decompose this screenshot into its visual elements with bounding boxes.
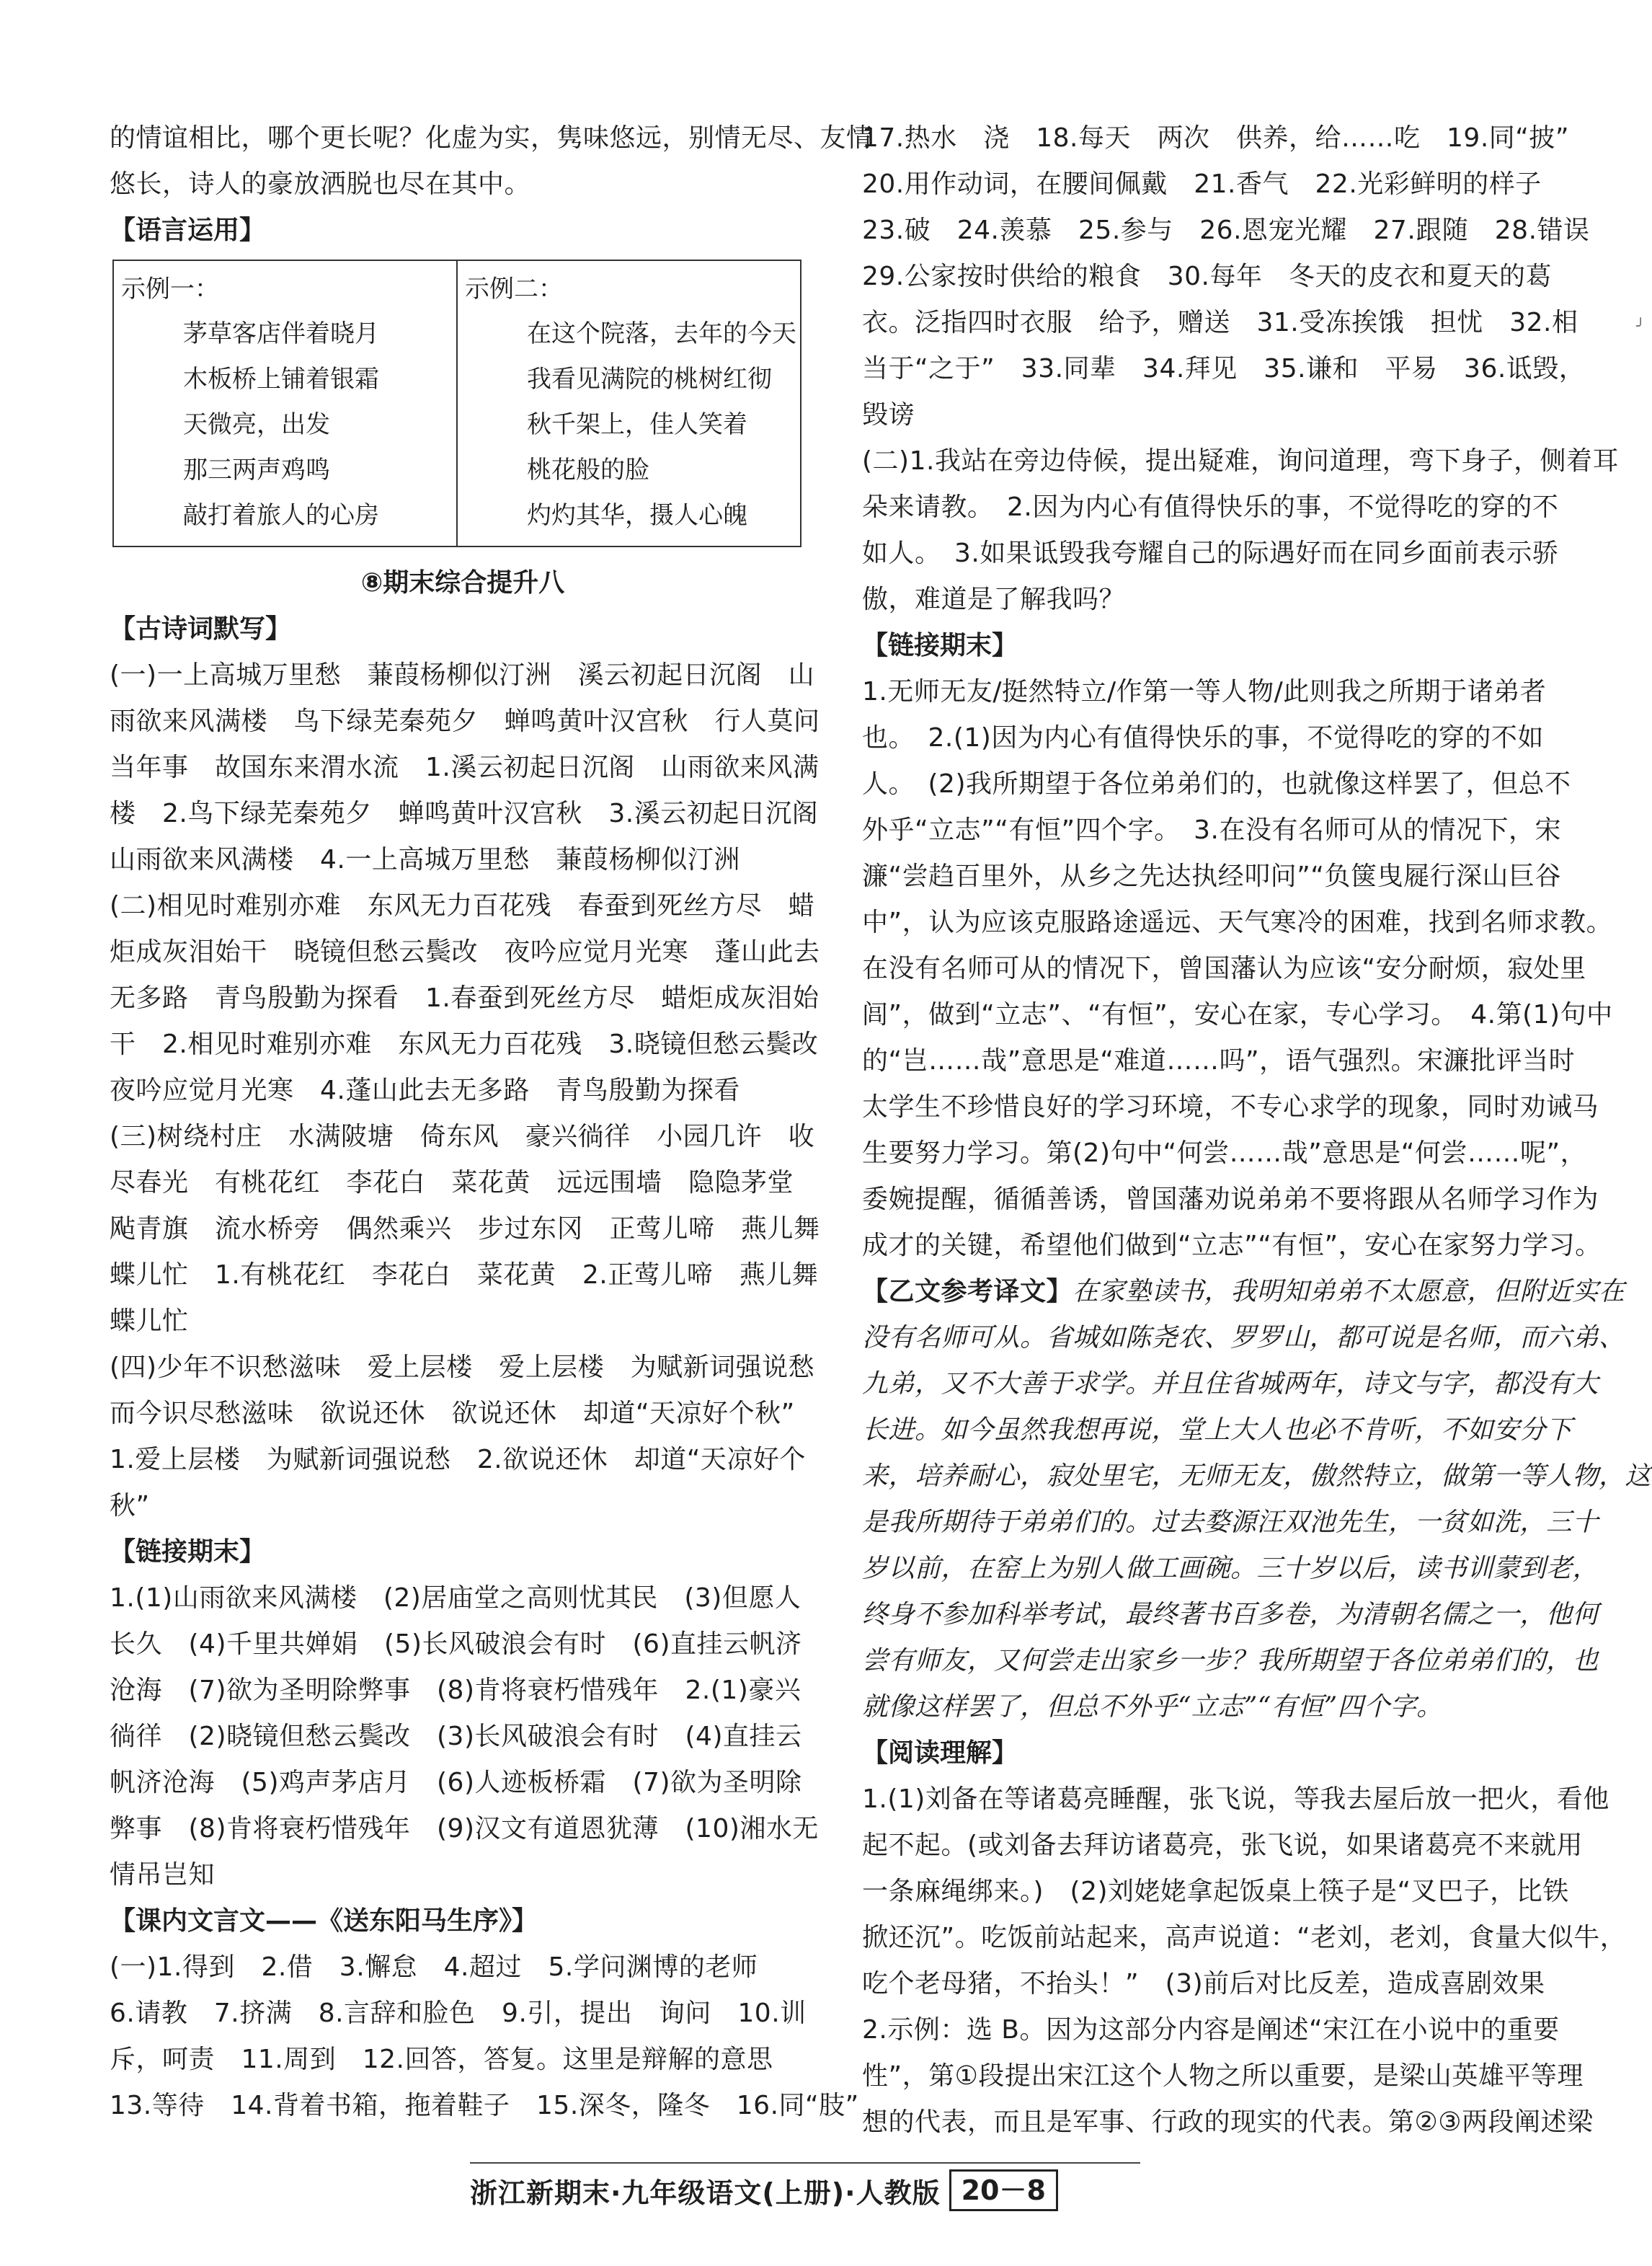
section-heading-link-2: 【链接期末】: [862, 631, 1018, 660]
text-line: 敲打着旅人的心房: [183, 501, 379, 530]
text-line: 无多路 青鸟殷勤为探看 1.春蚕到死丝方尽 蜡炬成灰泪始: [110, 983, 820, 1013]
translation-label: 【乙文参考译文】: [862, 1277, 1073, 1306]
chapter-title: ⑧期末综合提升八: [360, 568, 565, 598]
text-line: 岁以前，在窑上为别人做工画碗。三十岁以后，读书训蒙到老，: [862, 1554, 1599, 1583]
text-line: 生要努力学习。第(2)句中“何尝……哉”意思是“何尝……呢”，: [862, 1138, 1587, 1168]
text-line: 帆济沧海 (5)鸡声茅店月 (6)人迹板桥霜 (7)欲为圣明除: [110, 1768, 802, 1797]
section-heading-reading: 【阅读理解】: [862, 1738, 1018, 1768]
text-line: 木板桥上铺着银霜: [183, 365, 379, 394]
text-line: 17.热水 浇 18.每天 两次 供养，给……吃 19.同“披”: [862, 123, 1570, 153]
text-line: 徜徉 (2)晓镜但愁云鬓改 (3)长风破浪会有时 (4)直挂云: [110, 1722, 802, 1751]
section-heading-language: 【语言运用】: [110, 216, 266, 245]
page-number: 20－8: [949, 2169, 1058, 2211]
text-line: 的情谊相比，哪个更长呢？化虚为实，隽味悠远，别情无尽、友情: [110, 123, 873, 153]
section-heading-poetry: 【古诗词默写】: [110, 614, 292, 644]
text-line: 的“岂……哉”意思是“难道……吗”，语气强烈。宋濂批评当时: [862, 1046, 1576, 1076]
text-line: 而今识尽愁滋味 欲说还休 欲说还休 却道“天凉好个秋”: [110, 1399, 795, 1428]
text-line: 秋”: [110, 1491, 150, 1521]
text-line: 尝有师友，又何尝走出家乡一步？我所期望于各位弟弟们的，也: [862, 1646, 1599, 1676]
translation-first-line: [862, 1269, 1625, 1315]
text-line: 1.无师无友/挺然特立/作第一等人物/此则我之所期于诸弟者: [862, 677, 1547, 707]
link-answers-2: [862, 669, 1613, 1269]
text-line: 雨欲来风满楼 鸟下绿芜秦苑夕 蝉鸣黄叶汉宫秋 行人莫问: [110, 707, 820, 736]
text-line: 23.破 24.羡慕 25.参与 26.恩宠光耀 27.跟随 28.错误: [862, 216, 1590, 245]
text-line: 毁谤: [862, 400, 915, 430]
intro-paragraph: [110, 115, 873, 208]
text-line: 夜吟应觉月光寒 4.蓬山此去无多路 青鸟殷勤为探看: [110, 1076, 740, 1105]
text-line: 终身不参加科举考试，最终著书百多卷，为清朝名儒之一，他何: [862, 1600, 1599, 1629]
edge-mark: ╯: [1635, 317, 1645, 335]
text-line: 那三两声鸡鸣: [183, 456, 330, 484]
text-line: 外乎“立志”“有恒”四个字。 3.在没有名师可从的情况下，宋: [862, 815, 1561, 845]
example-two-cell: [457, 260, 801, 546]
text-line: 人。 (2)我所期望于各位弟弟们的，也就像这样罢了，但总不: [862, 769, 1571, 799]
text-line: 13.等待 14.背着书箱，拖着鞋子 15.深冬，隆冬 16.同“肢”: [110, 2091, 859, 2120]
link-answers-1: [110, 1575, 819, 1898]
text-line: 濂“尝趋百里外，从乡之先达执经叩问”“负箧曳屣行深山巨谷: [862, 862, 1561, 891]
text-line: 闾”，做到“立志”、“有恒”，安心在家，专心学习。 4.第(1)句中: [862, 1000, 1613, 1030]
text-line: 山雨欲来风满楼 4.一上高城万里愁 蒹葭杨柳似汀洲: [110, 845, 740, 875]
text-line: 我看见满院的桃树红彻: [527, 365, 772, 394]
text-line: 一条麻绳绑来。) (2)刘姥姥拿起饭桌上筷子是“叉巴子，比铁: [862, 1877, 1569, 1906]
text-line: 成才的关键，希望他们做到“立志”“有恒”，安心在家努力学习。: [862, 1231, 1602, 1260]
text-line: 弊事 (8)肯将衰朽惜残年 (9)汉文有道恩犹薄 (10)湘水无: [110, 1814, 819, 1844]
page-footer: [470, 2168, 1058, 2213]
text-line: 九弟，又不大善于求学。并且住省城两年，诗文与字，都没有大: [862, 1369, 1599, 1399]
example-one-cell: [113, 260, 457, 546]
text-line: 朵来请教。 2.因为内心有值得快乐的事，不觉得吃的穿的不: [862, 492, 1559, 522]
text-line: 中”，认为应该克服路途遥远、天气寒冷的困难，找到名师求教。: [862, 908, 1613, 937]
text-line: 6.请教 7.挤满 8.言辞和脸色 9.引，提出 询问 10.训: [110, 1999, 807, 2028]
text-line: 长进。如今虽然我想再说，堂上大人也必不肯听，不如安分下: [862, 1415, 1573, 1445]
text-line: 当年事 故国东来渭水流 1.溪云初起日沉阁 山雨欲来风满: [110, 753, 820, 782]
section-heading-link-1: 【链接期末】: [110, 1537, 266, 1567]
example-one-lines: [121, 311, 456, 539]
text-line: 衣。泛指四时衣服 给予，赠送 31.受冻挨饿 担忧 32.相: [862, 308, 1578, 337]
text-line: 起不起。(或刘备去拜访诸葛亮，张飞说，如果诸葛亮不来就用: [862, 1831, 1584, 1860]
reading-answers: [862, 1776, 1627, 2146]
text-line: (二)相见时难别亦难 东风无力百花残 春蚕到死丝方尽 蜡: [110, 891, 815, 921]
text-line: (四)少年不识愁滋味 爱上层楼 爱上层楼 为赋新词强说愁: [110, 1353, 815, 1382]
translation-text: [862, 1315, 1652, 1730]
text-line: 楼 2.鸟下绿芜秦苑夕 蝉鸣黄叶汉宫秋 3.溪云初起日沉阁: [110, 799, 819, 828]
text-line: 如人。 3.如果诋毁我夸耀自己的际遇好而在同乡面前表示骄: [862, 539, 1559, 568]
footer-rule: [470, 2162, 1140, 2164]
text-line: 想的代表，而且是军事、行政的现实的代表。第②③两段阐述梁: [862, 2107, 1594, 2137]
text-line: 蝶儿忙: [110, 1306, 189, 1336]
translation-first-text: 在家塾读书，我明知弟弟不太愿意，但附近实在: [1073, 1277, 1625, 1306]
footer-title: 浙江新期末·九年级语文(上册)·人教版: [470, 2177, 941, 2209]
text-line: 掀还沉”。吃饭前站起来，高声说道：“老刘，老刘，食量大似牛，: [862, 1923, 1627, 1952]
text-line: 茅草客店伴着晓月: [183, 319, 379, 348]
text-line: 沧海 (7)欲为圣明除弊事 (8)肯将衰朽惜残年 2.(1)豪兴: [110, 1676, 801, 1705]
text-line: 灼灼其华，摄人心魄: [527, 501, 747, 530]
text-line: (一)一上高城万里愁 蒹葭杨柳似汀洲 溪云初起日沉阁 山: [110, 660, 815, 690]
text-line: 太学生不珍惜良好的学习环境，不专心求学的现象，同时劝诫马: [862, 1092, 1599, 1122]
text-line: 长久 (4)千里共婵娟 (5)长风破浪会有时 (6)直挂云帆济: [110, 1629, 802, 1659]
text-line: 吃个老母猪，不抬头！” (3)前后对比反差，造成喜剧效果: [862, 1969, 1545, 1999]
text-line: 蝶儿忙 1.有桃花红 李花白 菜花黄 2.正莺儿啼 燕儿舞: [110, 1260, 819, 1290]
text-line: 飐青旗 流水桥旁 偶然乘兴 步过东冈 正莺儿啼 燕儿舞: [110, 1214, 820, 1244]
text-line: 秋千架上，佳人笑着: [527, 410, 747, 439]
example-two-lines: [465, 311, 800, 539]
text-line: 29.公家按时供给的粮食 30.每年 冬天的皮衣和夏天的葛: [862, 262, 1553, 291]
classical-answers: [110, 1944, 859, 2129]
text-line: 情吊岂知: [110, 1860, 216, 1890]
text-line: 当于“之于” 33.同辈 34.拜见 35.谦和 平易 36.诋毁，: [862, 354, 1586, 384]
text-line: (一)1.得到 2.借 3.懈怠 4.超过 5.学问渊博的老师: [110, 1952, 758, 1982]
text-line: 也。 2.(1)因为内心有值得快乐的事，不觉得吃的穿的不如: [862, 723, 1544, 753]
text-line: 尽春光 有桃花红 李花白 菜花黄 远远围墙 隐隐茅堂: [110, 1168, 794, 1198]
poetry-answers: [110, 652, 820, 1529]
right-column: [862, 115, 1652, 2146]
text-line: 来，培养耐心，寂处里宅，无师无友，傲然特立，做第一等人物，这: [862, 1461, 1652, 1491]
classical-answers-continued: [862, 115, 1619, 623]
text-line: 斥，呵责 11.周到 12.回答，答复。这里是辩解的意思: [110, 2045, 773, 2074]
text-line: 干 2.相见时难别亦难 东风无力百花残 3.晓镜但愁云鬓改: [110, 1030, 819, 1059]
example-two-label: 示例二：: [465, 275, 563, 304]
text-line: 1.(1)山雨欲来风满楼 (2)居庙堂之高则忧其民 (3)但愿人: [110, 1583, 801, 1613]
text-line: (二)1.我站在旁边侍候，提出疑难，询问道理，弯下身子，侧着耳: [862, 446, 1619, 476]
text-line: 1.爱上层楼 为赋新词强说愁 2.欲说还休 却道“天凉好个: [110, 1445, 806, 1474]
text-line: 天微亮，出发: [183, 410, 330, 439]
text-line: 就像这样罢了，但总不外乎“立志”“有恒”四个字。: [862, 1692, 1443, 1722]
text-line: 傲，难道是了解我吗？: [862, 585, 1126, 614]
text-line: 委婉提醒，循循善诱，曾国藩劝说弟弟不要将跟从名师学习作为: [862, 1185, 1599, 1214]
text-line: 2.示例：选 B。因为这部分内容是阐述“宋江在小说中的重要: [862, 2015, 1560, 2045]
example-table: [112, 260, 801, 547]
text-line: 是我所期待于弟弟们的。过去婺源汪双池先生，一贫如洗，三十: [862, 1508, 1599, 1537]
section-heading-classical: 【课内文言文——《送东阳马生序》】: [110, 1906, 538, 1936]
text-line: 1.(1)刘备在等诸葛亮睡醒，张飞说，等我去屋后放一把火，看他: [862, 1784, 1609, 1814]
text-line: 在这个院落，去年的今天: [527, 319, 796, 348]
example-one-label: 示例一：: [121, 275, 219, 304]
text-line: 没有名师可从。省城如陈尧农、罗罗山，都可说是名师，而六弟、: [862, 1323, 1625, 1353]
text-line: 在没有名师可从的情况下，曾国藩认为应该“安分耐烦，寂处里: [862, 954, 1586, 983]
text-line: (三)树绕村庄 水满陂塘 倚东风 豪兴徜徉 小园几许 收: [110, 1122, 815, 1151]
text-line: 性”，第①段提出宋江这个人物之所以重要，是梁山英雄平等理: [862, 2061, 1584, 2091]
text-line: 炬成灰泪始干 晓镜但愁云鬓改 夜吟应觉月光寒 蓬山此去: [110, 937, 820, 967]
left-column: [110, 115, 873, 2129]
text-line: 20.用作动词，在腰间佩戴 21.香气 22.光彩鲜明的样子: [862, 169, 1542, 199]
text-line: 桃花般的脸: [527, 456, 649, 484]
text-line: 悠长，诗人的豪放洒脱也尽在其中。: [110, 169, 531, 199]
